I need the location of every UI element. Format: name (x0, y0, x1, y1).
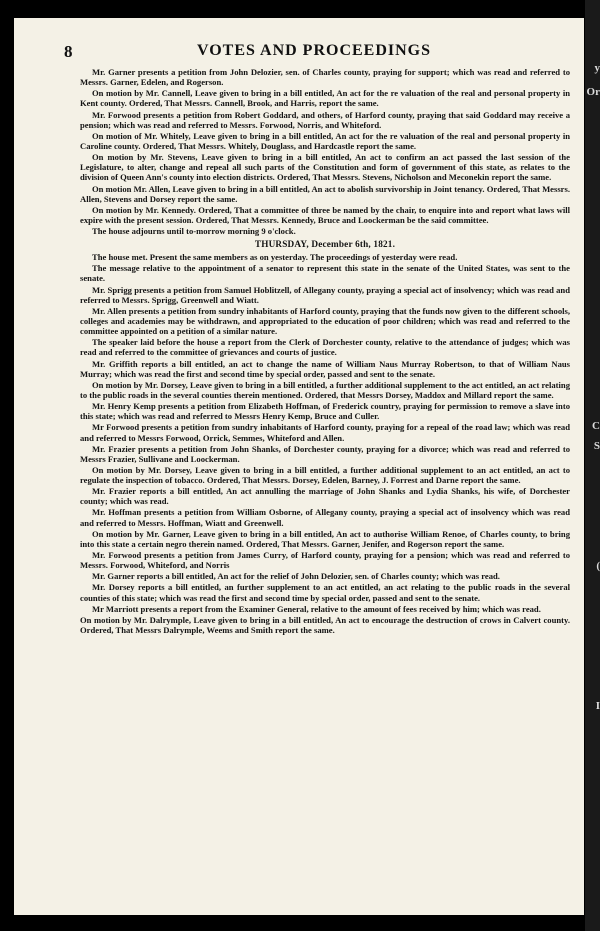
paragraph: On motion of Mr. Whitely, Leave given to bring in a bill entitled, An act for the re valuation of the real and personal property in Caroline county. Ordered, That Messrs. Whitely, Douglass, and Hardcastle report the same. (80, 130, 570, 151)
adjacent-fragment: y (594, 62, 600, 74)
paragraph: Mr. Dorsey reports a bill entitled, an further supplement to an act entitled, an act relating to the public roads in the several counties of this state; which was read the first and second time by special order, passed and sent to the senate. (80, 582, 570, 603)
paragraph: The speaker laid before the house a report from the Clerk of Dorchester county, relative to the attendance of judges; which was read and referred to the committee of grievances and courts of justice. (80, 337, 570, 358)
adjacent-fragment: ( (596, 560, 600, 572)
adjacent-fragment: C (592, 420, 600, 432)
paragraph: The message relative to the appointment of a senator to represent this state in the senate of the United States, was sent to the senate. (80, 263, 570, 284)
running-head: VOTES AND PROCEEDINGS (196, 42, 432, 59)
adjacent-page-edge (585, 0, 600, 931)
paragraph: The house adjourns until to-morrow morning 9 o'clock. (92, 226, 296, 237)
adjacent-fragment: I (595, 700, 600, 712)
session-date: THURSDAY, December 6th, 1821. (254, 239, 396, 250)
paragraph: On motion by Mr. Dalrymple, Leave given to bring in a bill entitled, An act to encourage the destruction of crows in Calvert county. Ordered, That Messrs Dalrymple, Weems and Smith report the same. (80, 614, 570, 636)
paragraph: Mr. Henry Kemp presents a petition from Elizabeth Hoffman, of Frederick country, praying for permission to remove a slave into this state; which was read and referred to Messrs Henry Kemp, Bruce and Culler. (80, 401, 570, 422)
paragraph: Mr. Forwood presents a petition from James Curry, of Harford county, praying for a pension; which was read and referred to Messrs. Forwood, Whiteford, and Norris (80, 550, 570, 571)
paragraph: Mr Forwood presents a petition from sundry inhabitants of Harford county, praying for a repeal of the road law; which was read and referred to Messrs Forwood, Orrick, Semmes, Whiteford and Allen. (80, 422, 570, 443)
proceedings-body (80, 67, 570, 636)
paragraph: Mr. Forwood presents a petition from Robert Goddard, and others, of Harford county, praying that said Goddard may receive a pension; which was read and referred to Messrs. Forwood, Norris, and Whiteford. (80, 109, 570, 130)
paragraph: Mr. Frazier reports a bill entitled, An act annulling the marriage of John Shanks and Lydia Shanks, his wife, of Dorchester county; which was read. (80, 486, 570, 507)
paragraph: Mr. Garner presents a petition from John Delozier, sen. of Charles county, praying for support; which was read and referred to Messrs. Garner, Edelen, and Rogerson. (80, 67, 570, 88)
paragraph: On motion by Mr. Garner, Leave given to bring in a bill entitled, An act to authorise William Renoe, of Charles county, to bring into this state a certain negro therein named. Ordered, That Messrs. Garner, Jenifer, and Rogerson report the same. (80, 528, 570, 549)
paragraph: Mr. Allen presents a petition from sundry inhabitants of Harford county, praying that the funds now given to the different schools, colleges and academies may be withdrawn, and appropriated to the education of poor children; which was read and referred to the committee appointed on a petition of a similar nature. (80, 305, 570, 337)
paragraph: On motion by Mr. Dorsey, Leave given to bring in a bill entitled, a further additional supplement to the act entitled, an act relating to the public roads in the several counties therein mentioned. Ordered, that Messrs Dorsey, Maddox and Millard report the same. (80, 379, 570, 400)
paragraph: Mr. Frazier presents a petition from John Shanks, of Dorchester county, praying for a divorce; which was read and referred to Messrs Frazier, Sullivane and Loockerman. (80, 443, 570, 464)
page-header (64, 42, 564, 64)
paragraph: Mr. Garner reports a bill entitled, An act for the relief of John Delozier, sen. of Charles county; which was read. (92, 571, 500, 582)
paragraph: Mr Marriott presents a report from the Examiner General, relative to the amount of fees received by him; which was read. (92, 603, 541, 614)
paragraph: Mr. Griffith reports a bill entitled, an act to change the name of William Naus Murray Robertson, to that of William Naus Murray; which was read the first and second time by special order, passed and sent to the senate. (80, 358, 570, 379)
paragraph: On motion by Mr. Dorsey, Leave given to bring in a bill entitled, a further additional supplement to an act entitled, an act to regulate the inspection of tobacco. Ordered, That Messrs. Dorsey, Edelen, Barney, J. Forrest and Darne report the same. (80, 464, 570, 486)
paragraph: Mr. Sprigg presents a petition from Samuel Hoblitzell, of Allegany county, praying a special act of insolvency; which was read and referred to Messrs. Sprigg, Greenwell and Wiatt. (80, 284, 570, 305)
paragraph: The house met. Present the same members as on yesterday. The proceedings of yesterday were read. (92, 252, 458, 263)
page-number: 8 (64, 42, 73, 61)
paragraph: On motion Mr. Allen, Leave given to bring in a bill entitled, An act to abolish survivorship in Joint tenancy. Ordered, That Messrs. Allen, Stevens and Dorsey report the same. (80, 183, 570, 204)
document-page (14, 18, 584, 915)
adjacent-fragment: S (593, 440, 600, 452)
paragraph: On motion by Mr. Stevens, Leave given to bring in a bill entitled, An act to confirm an act passed the last session of the Legislature, to alter, change and repeal all such parts of the Constitution and form of government of this state, as relates to the division of Queen Ann's county into election districts. Ordered, That Messrs. Stevens, Nicholson and Meconekin report the same. (80, 152, 570, 183)
paragraph: Mr. Hoffman presents a petition from William Osborne, of Allegany county, praying a special act of insolvency which was read and referred to Messrs. Hoffman, Wiatt and Greenwell. (80, 507, 570, 528)
paragraph: On motion by Mr. Cannell, Leave given to bring in a bill entitled, An act for the re valuation of the real and personal property in Kent county. Ordered, That Messrs. Cannell, Brook, and Harris, report the same. (80, 88, 570, 109)
adjacent-fragment: Or (586, 86, 600, 98)
paragraph: On motion by Mr. Kennedy. Ordered, That a committee of three be named by the chair, to enquire into and report what laws will expire with the present session. Ordered, That Messrs. Kennedy, Bruce and Loockerman be the said committee. (80, 204, 570, 225)
